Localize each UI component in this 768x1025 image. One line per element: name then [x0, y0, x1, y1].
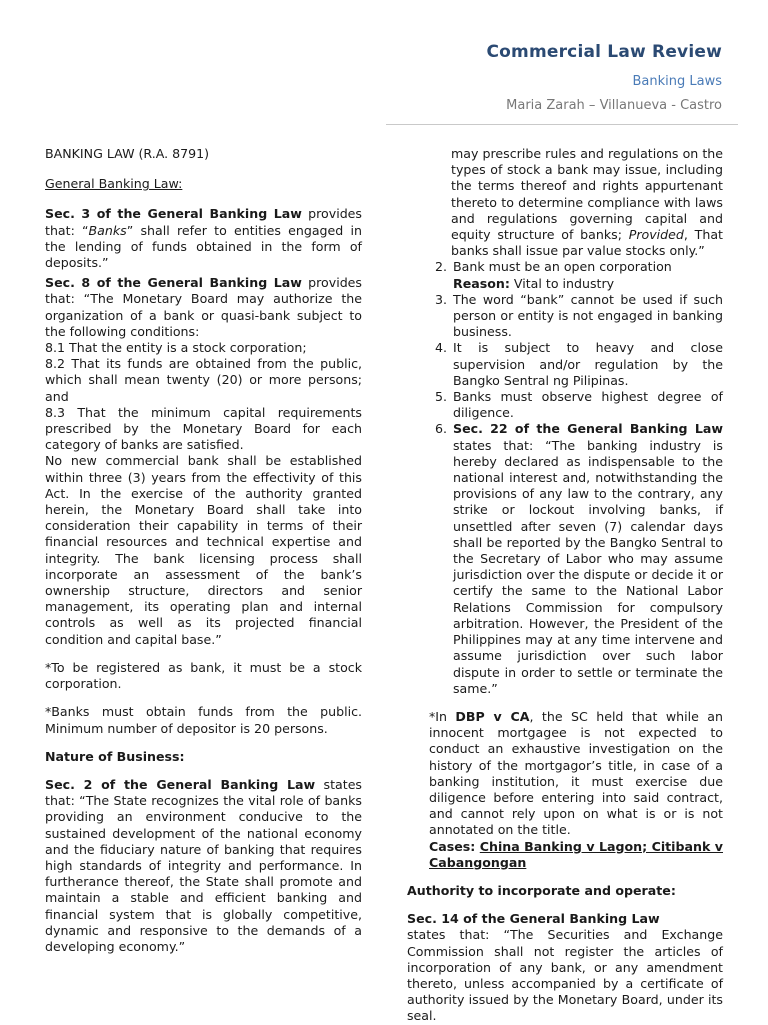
- left-column: [45, 146, 362, 955]
- sec8-item-3: 8.3 That the minimum capital requirements prescribed by the Monetary Board for each category of banks are satisfied.: [45, 404, 362, 453]
- section-heading: BANKING LAW (R.A. 8791): [45, 146, 210, 161]
- cases-list: China Banking v Lagon; Citibank v Cabangongan: [429, 838, 723, 870]
- list-item: 5. Banks must observe highest degree of diligence.: [451, 389, 723, 421]
- document-subtitle: Banking Laws: [632, 74, 722, 89]
- header-divider: [386, 124, 738, 125]
- sec8-item-2: 8.2 That its funds are obtained from the public, which shall mean twenty (20) or more persons; and: [45, 356, 362, 404]
- sec2-paragraph: Sec. 2 of the General Banking Law states that: “The State recognizes the vital role of banks providing an environment conducive to the sustained development of the national economy and the fiduciary nature of banking that requires high standards of integrity and performance. In furtherance thereof, the State shall promote and maintain a stable and efficient banking and financial system that is globally competitive, dynamic and responsive to the demands of a developing economy.”: [45, 776, 362, 954]
- list-item: 4. It is subject to heavy and close supervision and/or regulation by the Bangko Sentral ng Pilipinas.: [451, 340, 723, 389]
- list-item: 3. The word “bank” cannot be used if such person or entity is not engaged in banking business.: [451, 292, 723, 341]
- authority-heading: Authority to incorporate and operate:: [407, 882, 676, 898]
- sec14-paragraph: Sec. 14 of the General Banking Law states that: “The Securities and Exchange Commission shall not register the articles of incorporation of any bank, or any amendment thereto, unless accompanied by a certificate of authority issued by the Monetary Board, under its seal.: [407, 911, 723, 1024]
- item1-continuation: may prescribe rules and regulations on the types of stock a bank may issue, including the terms thereof and rights appurtenant thereto to determine compliance with laws and regulations governing capital and equity structure of banks; Provided, That banks shall issue par value stocks only.”: [451, 146, 723, 259]
- sec22-title: Sec. 22 of the General Banking Law: [453, 421, 723, 437]
- right-column: [407, 146, 723, 1025]
- note-stock-corporation: *To be registered as bank, it must be a stock corporation.: [45, 659, 362, 692]
- document-title: Commercial Law Review: [486, 42, 722, 62]
- cases-line: Cases: China Banking v Lagon; Citibank v Cabangongan: [429, 838, 723, 870]
- sec8-paragraph: Sec. 8 of the General Banking Law provides that: “The Monetary Board may authorize the organization of a bank or quasi-bank subject to the following conditions:: [45, 275, 362, 339]
- dbp-note: *In DBP v CA, the SC held that while an innocent mortgagee is not expected to conduct an exhaustive investigation on the history of the mortgagor’s title, in case of a banking institution, it must exercise due diligence before entering into said contract, and cannot rely upon on what is or is not annotated on the title.: [429, 708, 723, 838]
- sec8-item-1: 8.1 That the entity is a stock corporation;: [45, 340, 307, 356]
- list-item: 6. Sec. 22 of the General Banking Law states that: “The banking industry is hereby declared as indispensable to the national interest and, notwithstanding the provisions of any law to the contrary, any strike or lockout involving banks, if unsettled after seven (7) calendar days shall be reported by the Bangko Sentral to the Secretary of Labor who may assume jurisdiction over the dispute or decide it or certify the same to the National Labor Relations Commission for compulsory arbitration. However, the President of the Philippines may at any time intervene and assume jurisdiction over such labor dispute in order to settle or terminate the same.”: [451, 421, 723, 696]
- sec3-paragraph: Sec. 3 of the General Banking Law provides that: “Banks” shall refer to entities engaged in the lending of funds obtained in the form of deposits.”: [45, 206, 362, 271]
- sec14-title: Sec. 14 of the General Banking Law: [407, 911, 660, 927]
- sec2-title: Sec. 2 of the General Banking Law: [45, 776, 316, 792]
- characteristics-list: [407, 259, 723, 696]
- sec8-title: Sec. 8 of the General Banking Law: [45, 275, 302, 291]
- note-public-funds: *Banks must obtain funds from the public. Minimum number of depositor is 20 persons.: [45, 704, 362, 736]
- nature-of-business-heading: Nature of Business:: [45, 748, 185, 764]
- sec3-title: Sec. 3 of the General Banking Law: [45, 206, 302, 222]
- dbp-case-name: DBP v CA: [455, 708, 530, 724]
- document-header: [486, 42, 722, 113]
- sec8-continuation: No new commercial bank shall be established within three (3) years from the effectivity of this Act. In the exercise of the authority granted herein, the Monetary Board shall take into consideration their capability in terms of their financial resources and technical expertise and integrity. The bank licensing process shall incorporate an assessment of the bank’s ownership structure, directors and senior management, its operating plan and internal controls as well as its projected financial condition and capital base.”: [45, 453, 362, 647]
- document-author: Maria Zarah – Villanueva - Castro: [506, 98, 722, 113]
- general-banking-law-subheading: General Banking Law:: [45, 176, 183, 192]
- list-item: 2. Bank must be an open corporation Reason: Vital to industry: [451, 259, 723, 291]
